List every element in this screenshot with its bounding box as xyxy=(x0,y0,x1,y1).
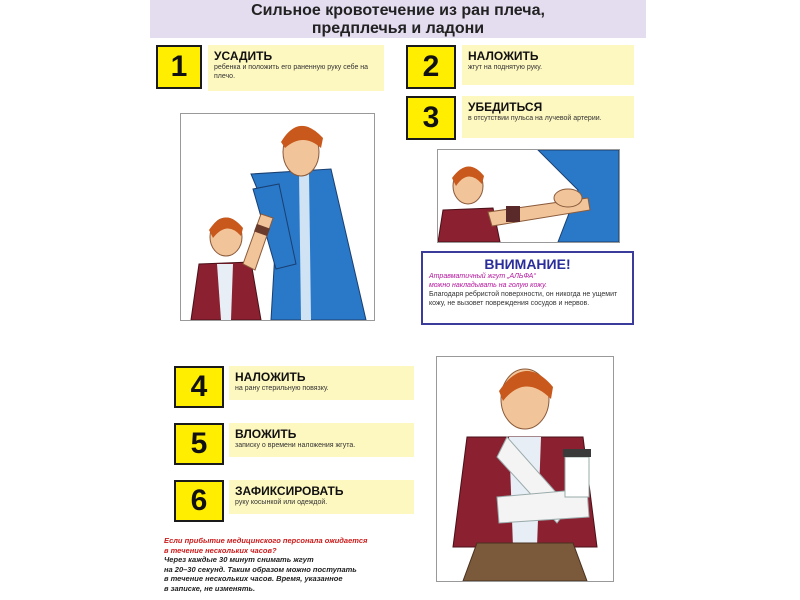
pulse-check-icon xyxy=(438,150,619,242)
note-question-line2: в течение нескольких часов? xyxy=(164,545,277,555)
note-answer-line1: Через каждые 30 минут снимать жгут xyxy=(164,555,314,564)
step-number: 5 xyxy=(174,423,224,465)
step-panel xyxy=(208,45,384,91)
attention-body: Благодаря ребристой поверхности, он никогда не ущемит кожу, не вызовет повреждения сосудов и нервов. xyxy=(429,291,618,307)
step-panel xyxy=(229,423,414,457)
note-question-line1: Если прибытие медицинского персонала ожидается xyxy=(164,536,368,545)
attention-highlight-line2: можно накладывать на голую кожу. xyxy=(429,282,548,289)
step-2 xyxy=(406,45,634,89)
note-answer-line4: в записке, не изменять. xyxy=(164,583,256,593)
illustration-step-6 xyxy=(436,356,614,582)
man-and-child-icon xyxy=(181,114,374,320)
page-header xyxy=(150,0,646,38)
step-title: ЗАФИКСИРОВАТЬ xyxy=(235,484,344,498)
child-with-sling-icon xyxy=(437,357,613,581)
attention-highlight-line1: Атравматичный жгут „АЛЬФА“ xyxy=(429,273,536,280)
step-description: в отсутствии пульса на лучевой артерии. xyxy=(468,115,602,122)
step-3 xyxy=(406,96,634,140)
step-number: 6 xyxy=(174,480,224,522)
page-title-line1: Сильное кровотечение из ран плеча, xyxy=(251,2,545,19)
step-panel xyxy=(462,45,634,85)
step-4 xyxy=(174,366,414,408)
step-title: УБЕДИТЬСЯ xyxy=(468,100,543,114)
step-description: на рану стерильную повязку. xyxy=(235,385,329,392)
step-panel xyxy=(462,96,634,138)
step-title: НАЛОЖИТЬ xyxy=(235,370,306,384)
illustration-step-3 xyxy=(437,149,620,243)
step-title: НАЛОЖИТЬ xyxy=(468,49,539,63)
step-description: записку о времени наложения жгута. xyxy=(235,442,356,449)
step-panel xyxy=(229,366,414,400)
note-answer-line3: в течение нескольких часов. Время, указанное xyxy=(164,574,343,583)
step-6 xyxy=(174,480,414,522)
step-number: 4 xyxy=(174,366,224,408)
step-description: ребенка и положить его раненную руку себе на плечо. xyxy=(214,64,369,80)
bottom-note xyxy=(164,536,424,593)
attention-box xyxy=(421,251,634,325)
illustration-step-1 xyxy=(180,113,375,321)
note-answer-line2: на 20–30 секунд. Таким образом можно поступать xyxy=(164,564,357,574)
step-5 xyxy=(174,423,414,465)
attention-title: ВНИМАНИЕ! xyxy=(484,256,571,272)
step-number: 3 xyxy=(406,96,456,140)
step-title: ВЛОЖИТЬ xyxy=(235,427,297,441)
step-panel xyxy=(229,480,414,514)
step-1 xyxy=(156,45,386,91)
page-title-line2: предплечья и ладони xyxy=(311,20,485,37)
step-number: 1 xyxy=(156,45,202,89)
step-description: руку косынкой или одеждой. xyxy=(235,499,328,506)
step-number: 2 xyxy=(406,45,456,89)
step-title: УСАДИТЬ xyxy=(214,49,273,63)
step-description: жгут на поднятую руку. xyxy=(468,64,543,71)
